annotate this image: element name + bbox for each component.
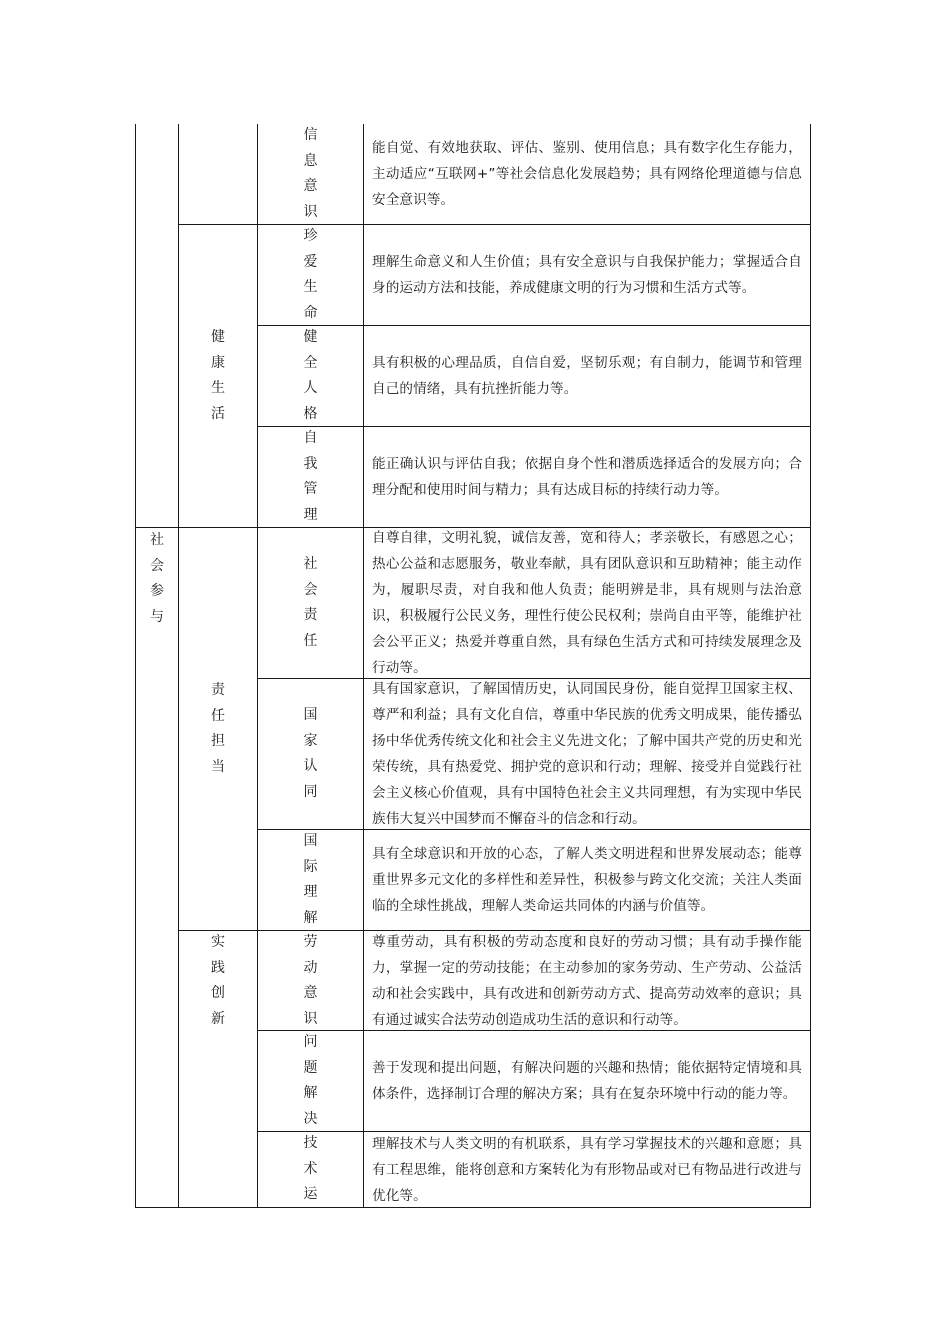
aspect-cell: 珍 爱 生 命 — [303, 228, 318, 321]
aspect-cell: 技 术 运 — [303, 1135, 318, 1203]
description-cell — [372, 1132, 802, 1207]
description-text: 具有积极的心理品质，自信自爱，坚韧乐观；有自制力，能调节和管理自己的情绪，具有抗挫折能力等。 — [372, 355, 802, 397]
aspect-cell: 自 我 管 理 — [303, 430, 318, 523]
description-cell — [372, 225, 802, 325]
aspect-cell: 健 全 人 格 — [303, 329, 318, 422]
description-cell — [372, 679, 802, 829]
aspect-cell: 社 会 责 任 — [303, 556, 318, 649]
description-text: 理解生命意义和人生价值；具有安全意识与自我保护能力；掌握适合自身的运动方法和技能，养成健康文明的行为习惯和生活方式等。 — [372, 254, 802, 296]
description-text: 尊重劳动，具有积极的劳动态度和良好的劳动习惯；具有动手操作能力，掌握一定的劳动技能；在主动参加的家务劳动、生产劳动、公益活动和社会实践中，具有改进和创新劳动方式、提高劳动效率的意识；具有通过诚实合法劳动创造成功生活的意识和行动等。 — [372, 934, 802, 1028]
aspect-cell: 信 息 意 识 — [303, 127, 318, 220]
description-cell — [372, 830, 802, 930]
quality-cell: 健 康 生 活 — [211, 329, 225, 422]
description-text: 能正确认识与评估自我；依据自身个性和潜质选择适合的发展方向；合理分配和使用时间与精力；具有达成目标的持续行动力等。 — [372, 456, 802, 498]
description-cell — [372, 124, 802, 224]
description-cell — [372, 528, 802, 678]
aspect-cell: 劳 动 意 识 — [303, 934, 318, 1027]
aspect-cell: 问 题 解 决 — [303, 1034, 318, 1127]
quality-cell: 实 践 创 新 — [211, 934, 225, 1027]
description-text: 能自觉、有效地获取、评估、鉴别、使用信息；具有数字化生存能力，主动适应“互联网+”等社会信息化发展趋势；具有网络伦理道德与信息安全意识等。 — [372, 140, 802, 208]
description-cell — [372, 326, 802, 426]
description-cell — [372, 427, 802, 527]
description-text: 善于发现和提出问题，有解决问题的兴趣和热情；能依据特定情境和具体条件，选择制订合理的解决方案；具有在复杂环境中行动的能力等。 — [372, 1060, 802, 1102]
description-text: 理解技术与人类文明的有机联系，具有学习掌握技术的兴趣和意愿；具有工程思维，能将创意和方案转化为有形物品或对已有物品进行改进与优化等。 — [372, 1135, 802, 1204]
quality-cell: 责 任 担 当 — [211, 682, 225, 775]
aspect-cell: 国 家 认 同 — [303, 707, 318, 800]
domain-cell: 社 会 参 与 — [150, 532, 164, 625]
description-text: 具有国家意识，了解国情历史，认同国民身份，能自觉捍卫国家主权、尊严和利益；具有文化自信，尊重中华民族的优秀文明成果，能传播弘扬中华优秀传统文化和社会主义先进文化；了解中国共产党的历史和光荣传统，具有热爱党、拥护党的意识和行动；理解、接受并自觉践行社会主义核心价值观，具有中国特色社会主义共同理想，有为实现中华民族伟大复兴中国梦而不懈奋斗的信念和行动。 — [372, 681, 802, 827]
description-cell — [372, 1031, 802, 1131]
description-text: 自尊自律，文明礼貌，诚信友善，宽和待人；孝亲敬长，有感恩之心；热心公益和志愿服务，敬业奉献，具有团队意识和互助精神；能主动作为，履职尽责，对自我和他人负责；能明辨是非，具有规则与法治意识，积极履行公民义务，理性行使公民权利；崇尚自由平等，能维护社会公平正义；热爱并尊重自然，具有绿色生活方式和可持续发展理念及行动等。 — [372, 530, 802, 676]
aspect-cell: 国 际 理 解 — [303, 833, 318, 926]
description-cell — [372, 931, 802, 1031]
description-text: 具有全球意识和开放的心态，了解人类文明进程和世界发展动态；能尊重世界多元文化的多样性和差异性，积极参与跨文化交流；关注人类面临的全球性挑战，理解人类命运共同体的内涵与价值等。 — [372, 846, 802, 914]
